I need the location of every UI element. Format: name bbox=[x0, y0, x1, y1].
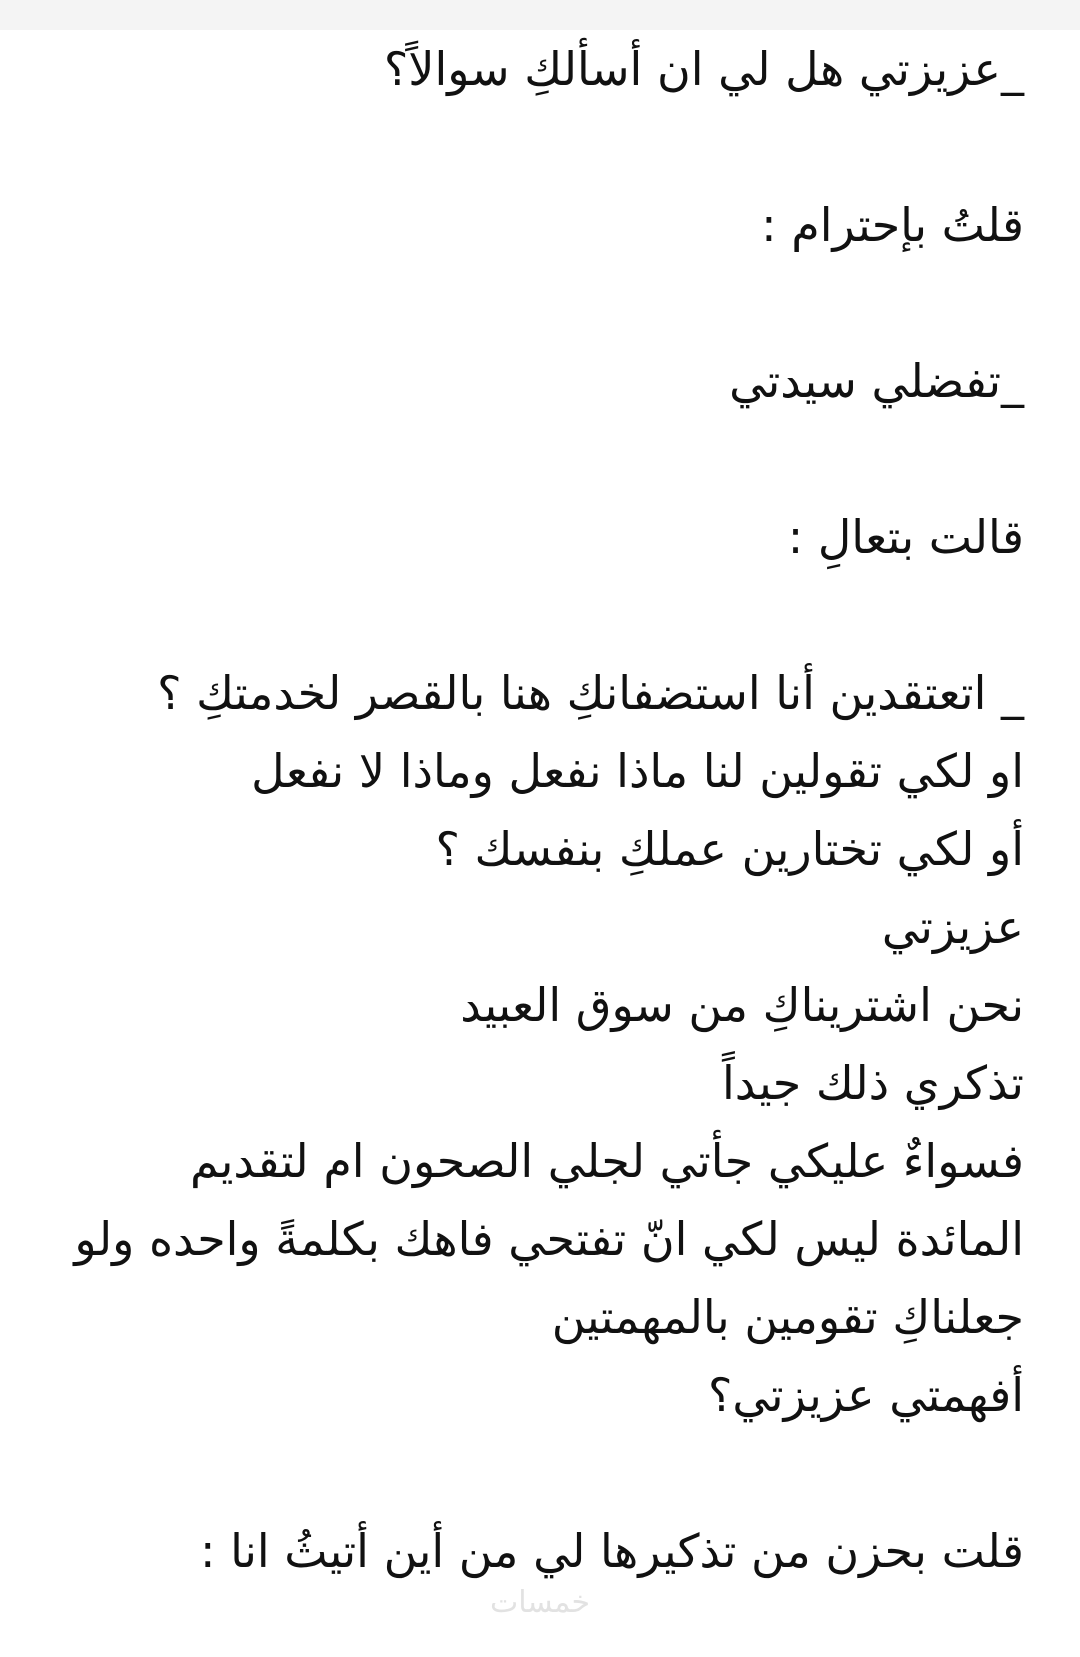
story-line: جعلناكِ تقومين بالمهمتين bbox=[551, 1290, 1024, 1344]
story-line: أو لكي تختارين عملكِ بنفسك ؟ bbox=[435, 822, 1024, 876]
story-line: _تفضلي سيدتي bbox=[729, 354, 1024, 408]
story-line: _ اتعتقدين أنا استضفانكِ هنا بالقصر لخدمتكِ ؟ bbox=[157, 666, 1024, 720]
line-gap bbox=[24, 576, 1024, 654]
story-line: نحن اشتريناكِ من سوق العبيد bbox=[460, 978, 1024, 1032]
story-line: قلتُ بإحترام : bbox=[761, 198, 1024, 252]
story-line: المائدة ليس لكي انّ تفتحي فاهك بكلمةً واحده ولو bbox=[74, 1212, 1024, 1266]
line-gap bbox=[24, 264, 1024, 342]
line-gap bbox=[24, 1434, 1024, 1512]
story-line: قلت بحزن من تذكيرها لي من أين أتيثُ انا : bbox=[199, 1524, 1024, 1578]
story-line: عزيزتي bbox=[881, 900, 1024, 954]
watermark-logo: خمسات bbox=[489, 1585, 591, 1620]
story-line: _عزيزتي هل لي ان أسألكِ سوالاً؟ bbox=[383, 42, 1024, 96]
story-line: قالت بتعالِ : bbox=[787, 510, 1024, 564]
story-line: تذكري ذلك جيداً bbox=[722, 1056, 1024, 1110]
story-line: أفهمتي عزيزتي؟ bbox=[708, 1368, 1024, 1422]
line-gap bbox=[24, 108, 1024, 186]
story-line: او لكي تقولين لنا ماذا نفعل وماذا لا نفعل bbox=[251, 744, 1024, 798]
top-band bbox=[0, 0, 1080, 30]
story-text bbox=[24, 30, 1024, 1590]
story-line: فسواءٌ عليكي جأتي لجلي الصحون ام لتقديم bbox=[189, 1134, 1024, 1188]
line-gap bbox=[24, 420, 1024, 498]
